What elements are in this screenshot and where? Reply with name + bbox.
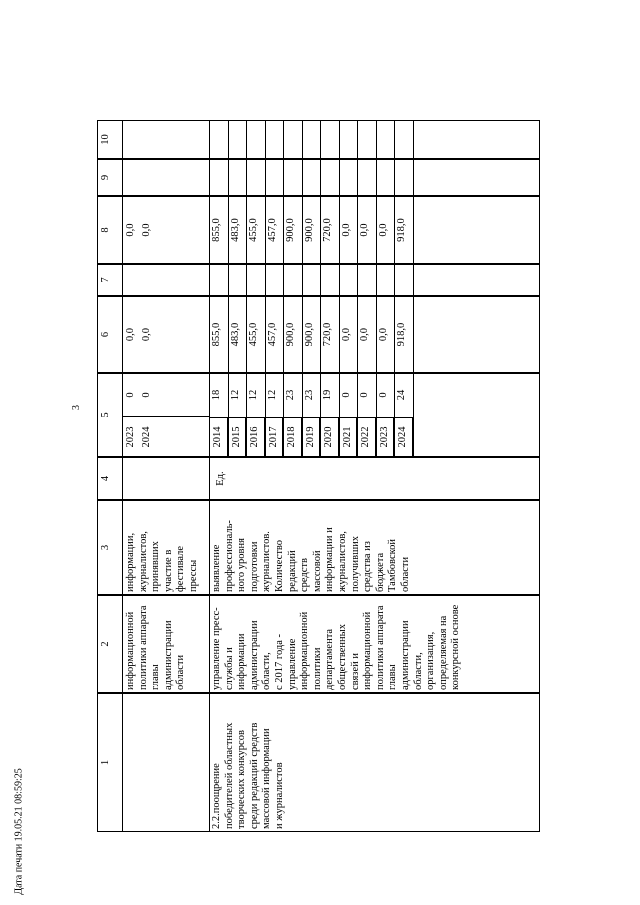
block2-responsible: управление пресс- службы и информации администрации области, с 2017 года - управление информационной политики департамента общественных связей и информационной политики аппарата главы администрации области, организация, определяемая на конкурсной основе: [211, 604, 462, 690]
block2-count: 12: [266, 389, 278, 401]
block2-value-8: 720,0: [322, 218, 333, 242]
header-col-10: 10: [97, 120, 123, 159]
header-col-9: 9: [97, 159, 123, 196]
block1-value-6: 0,0: [125, 327, 136, 342]
header-col-6: 6: [97, 296, 123, 373]
block2-value-6: 455,0: [248, 322, 259, 347]
column-10-frame: [122, 120, 540, 159]
block2-count: 19: [322, 389, 333, 401]
block2-year: 2014: [209, 417, 228, 457]
block2-count: 23: [285, 389, 296, 401]
block1-value-6: 0,0: [141, 327, 152, 342]
block1-responsible: информационной политики аппарата главы администрации области: [125, 605, 187, 690]
year-divider: [123, 416, 209, 417]
column-4-frame: [122, 457, 540, 500]
block2-activity: 2.2.поощрение победителей областных творческих конкурсов среди редакций средств массовой информации и журналистов: [211, 722, 285, 829]
block1-indicator: информации, журналистов, принявших участие в фестивале прессы: [125, 531, 199, 592]
block2-count: 18: [211, 389, 222, 401]
block2-value-6: 900,0: [303, 322, 315, 347]
block1-year: 2023: [125, 426, 136, 448]
block1-count: 0: [125, 392, 136, 398]
block2-value-6: 0,0: [340, 327, 352, 342]
block2-count: 12: [248, 389, 259, 401]
block2-value-6: 0,0: [377, 327, 389, 342]
block2-year: 2015: [228, 417, 247, 457]
rotated-table: [97, 36, 540, 832]
column-7-frame: [122, 264, 540, 296]
page-number: 3: [71, 405, 82, 410]
block2-value-6: 483,0: [229, 322, 241, 347]
block2-value-6: 900,0: [285, 322, 296, 347]
row-rule: [413, 120, 414, 457]
block2-unit: Ед.: [215, 471, 226, 486]
block2-value-6: 457,0: [266, 322, 278, 347]
block2-count: 0: [359, 392, 370, 398]
block2-value-8: 900,0: [285, 218, 296, 242]
block2-year: 2023: [376, 417, 395, 457]
column-9-frame: [122, 159, 540, 196]
block2-value-8: 918,0: [396, 218, 407, 242]
block2-value-8: 855,0: [211, 218, 222, 242]
block2-value-8: 900,0: [303, 218, 315, 242]
block2-year: 2017: [265, 417, 284, 457]
block2-year: 2016: [246, 417, 265, 457]
block1-count: 0: [141, 392, 152, 398]
block2-value-8: 457,0: [266, 218, 278, 242]
block2-value-6: 0,0: [359, 327, 370, 342]
block2-count: 0: [340, 392, 352, 398]
block1-value-8: 0,0: [125, 223, 136, 237]
block2-year: 2020: [320, 417, 339, 457]
block2-value-6: 855,0: [211, 322, 222, 347]
header-col-3: 3: [97, 500, 123, 595]
block2-year: 2019: [302, 417, 321, 457]
header-col-4: 4: [97, 457, 123, 500]
block2-year: 2021: [339, 417, 358, 457]
block2-value-6: 720,0: [322, 322, 333, 347]
block1-value-8: 0,0: [141, 223, 152, 237]
block2-value-8: 455,0: [248, 218, 259, 242]
block2-value-8: 483,0: [229, 218, 241, 242]
header-col-8: 8: [97, 196, 123, 264]
block2-value-8: 0,0: [340, 223, 352, 237]
block2-value-6: 918,0: [396, 322, 407, 347]
block2-count: 0: [377, 392, 389, 398]
header-col-5: 5: [97, 373, 123, 457]
header-col-1: 1: [97, 693, 123, 832]
block2-value-8: 0,0: [377, 223, 389, 237]
block2-count: 24: [396, 389, 407, 401]
header-col-7: 7: [97, 264, 123, 296]
block2-count: 23: [303, 389, 315, 401]
block2-indicator: выявление профессиональ- ного уровня подготовки журналистов. Количество редакций средств массовой информации и журналистов, получивших средства из бюджета Тамбовской области: [211, 520, 411, 592]
block2-year: 2022: [357, 417, 376, 457]
block2-value-8: 0,0: [359, 223, 370, 237]
block1-year: 2024: [141, 426, 152, 448]
print-date: Дата печати 19.05.21 08:59:25: [13, 768, 25, 895]
block2-year: 2024: [394, 417, 413, 457]
block2-count: 12: [229, 389, 241, 401]
header-col-2: 2: [97, 595, 123, 693]
block2-year: 2018: [283, 417, 302, 457]
